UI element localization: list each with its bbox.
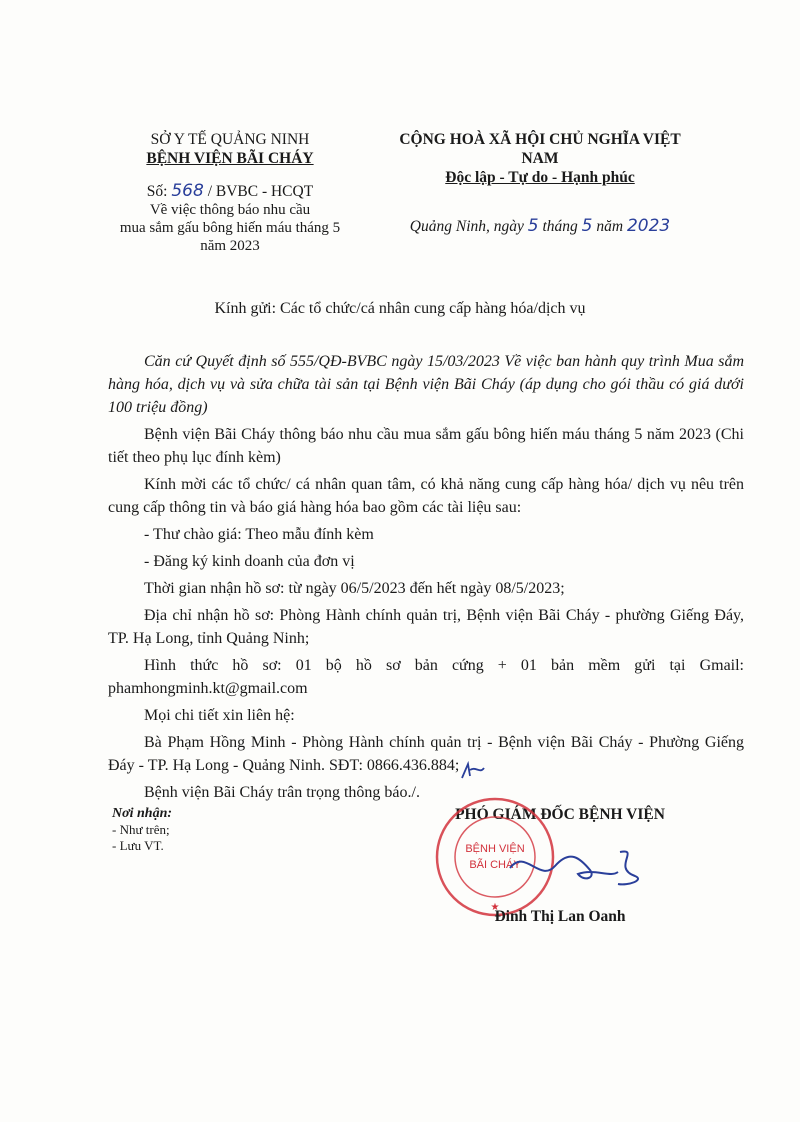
date-year: 2023 xyxy=(626,216,671,236)
recipients-title: Nơi nhận: xyxy=(112,806,173,821)
issue-date xyxy=(380,217,700,236)
signer-name: Đinh Thị Lan Oanh xyxy=(494,908,626,925)
doc-no-handwritten: 568 xyxy=(171,181,204,201)
recipient-item-1: - Như trên; xyxy=(112,822,170,837)
handwritten-signature-icon xyxy=(500,838,650,898)
legal-basis: Căn cứ Quyết định số 555/QĐ-BVBC ngày 15/03/2023 Về việc ban hành quy trình Mua sắm hàng hóa, dịch vụ và sửa chữa tài sản tại Bệnh viện Bãi Cháy (áp dụng cho gói thầu có giá dưới 100 triệu đồng) xyxy=(108,353,744,416)
subject-line-2: mua sắm gấu bông hiến máu tháng 5 xyxy=(119,220,341,236)
body-paragraph-8: Bệnh viện Bãi Cháy trân trọng thông báo./. xyxy=(144,784,420,801)
svg-text:★: ★ xyxy=(490,902,500,913)
date-month: 5 xyxy=(581,216,593,236)
issuer-header xyxy=(100,130,360,255)
body-paragraph-2: Kính mời các tổ chức/ cá nhân quan tâm, có khả năng cung cấp hàng hóa/ dịch vụ nêu trên cung cấp thông tin và báo giá hàng hóa bao gồm các tài liệu sau: xyxy=(108,476,744,516)
addressee: Kính gửi: Các tổ chức/cá nhân cung cấp hàng hóa/dịch vụ xyxy=(214,300,586,317)
nation-name: CỘNG HOÀ XÃ HỘI CHỦ NGHĨA VIỆT NAM xyxy=(399,131,681,167)
doc-no-prefix: Số: xyxy=(146,183,172,200)
stamp-text-2: BÃI CHÁY xyxy=(469,859,521,871)
body-paragraph-5: Hình thức hồ sơ: 01 bộ hồ sơ bản cứng + 01 bản mềm gửi tại Gmail: phamhongminh.kt@gmail.com xyxy=(108,657,744,697)
subject-line-1: Về việc thông báo nhu cầu xyxy=(149,202,311,218)
body-paragraph-6: Mọi chi tiết xin liên hệ: xyxy=(144,707,295,724)
requirement-item-2: - Đăng ký kinh doanh của đơn vị xyxy=(144,553,355,570)
body-paragraph-1: Bệnh viện Bãi Cháy thông báo nhu cầu mua sắm gấu bông hiến máu tháng 5 năm 2023 (Chi tiết theo phụ lục đính kèm) xyxy=(108,426,744,466)
hospital-name: BỆNH VIỆN BÃI CHÁY xyxy=(146,150,314,167)
initials-mark-icon xyxy=(458,760,488,784)
body-paragraph-3: Thời gian nhận hồ sơ: từ ngày 06/5/2023 đến hết ngày 08/5/2023; xyxy=(144,580,565,597)
department-name: SỞ Y TẾ QUẢNG NINH xyxy=(150,131,310,148)
date-month-label: tháng xyxy=(538,218,582,235)
document-number xyxy=(100,182,360,201)
body-paragraph-7: Bà Phạm Hồng Minh - Phòng Hành chính quản trị - Bệnh viện Bãi Cháy - Phường Giếng Đáy - TP. Hạ Long - Quảng Ninh. SĐT: 0866.436.884; xyxy=(108,734,744,774)
date-place: Quảng Ninh, ngày xyxy=(409,218,528,235)
date-year-label: năm xyxy=(592,218,627,235)
letter-body xyxy=(108,350,744,808)
recipients-block xyxy=(112,806,172,854)
national-header xyxy=(380,130,700,236)
subject-line-3: năm 2023 xyxy=(200,238,260,254)
signer-title: PHÓ GIÁM ĐỐC BỆNH VIỆN xyxy=(455,806,665,823)
requirement-item-1: - Thư chào giá: Theo mẫu đính kèm xyxy=(144,526,374,543)
stamp-text-1: BỆNH VIỆN xyxy=(465,843,525,855)
body-paragraph-4: Địa chỉ nhận hồ sơ: Phòng Hành chính quản trị, Bệnh viện Bãi Cháy - phường Giếng Đáy, TP. Hạ Long, tỉnh Quảng Ninh; xyxy=(108,607,744,647)
recipient-item-2: - Lưu VT. xyxy=(112,838,164,853)
national-motto: Độc lập - Tự do - Hạnh phúc xyxy=(445,169,635,186)
doc-no-suffix: / BVBC - HCQT xyxy=(203,183,314,200)
date-day: 5 xyxy=(527,216,539,236)
